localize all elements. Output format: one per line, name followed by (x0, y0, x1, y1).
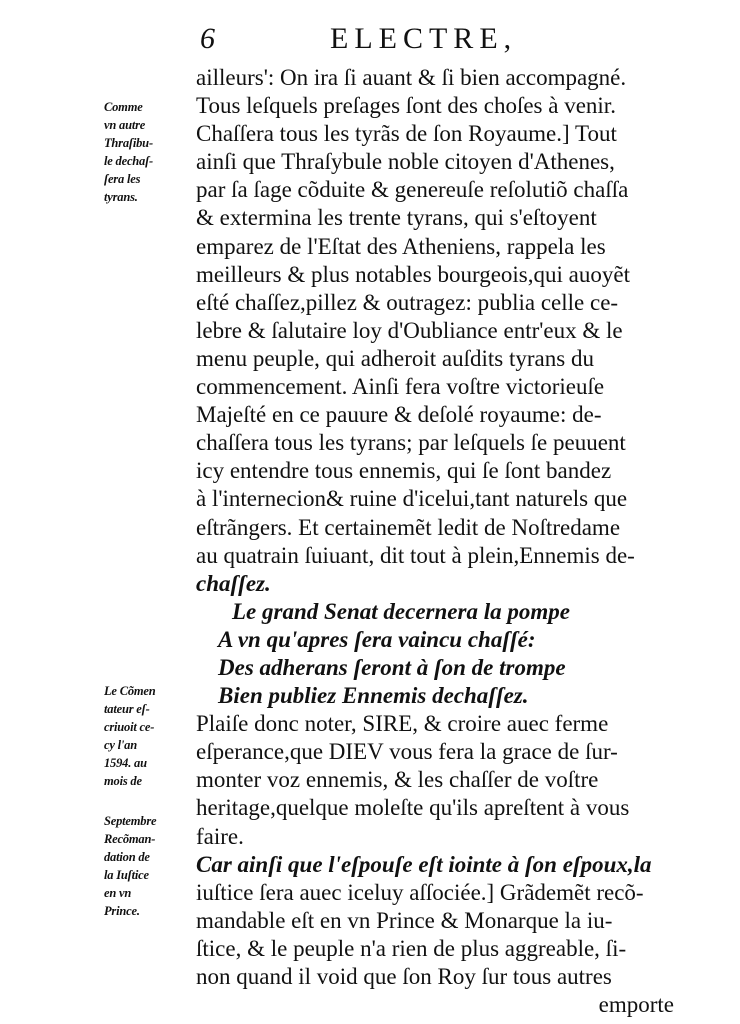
text-line: au quatrain ſuiuant, dit tout à plein,Ennemis de- (196, 542, 635, 568)
margin-note-line: en vn (104, 886, 132, 900)
running-title: ELECTRE, (330, 22, 518, 55)
margin-note-line: mois de (104, 774, 142, 788)
text-line: mandable eſt en vn Prince & Monarque la iu- (196, 907, 613, 933)
margin-note-line: dation de (104, 850, 150, 864)
margin-note-line: ſera les (104, 172, 141, 186)
text-line: emparez de l'Eſtat des Atheniens, rappela les (196, 233, 606, 259)
text-line: non quand il void que ſon Roy ſur tous autres (196, 964, 612, 989)
margin-note-line: Recõman- (104, 832, 156, 846)
text-line: faire. (196, 823, 244, 849)
margin-note-line: criuoit ce- (104, 720, 155, 734)
text-line: Chaſſera tous les tyrãs de ſon Royaume.] Tout (196, 121, 617, 147)
text-line: Tous leſquels preſages ſont des choſes à venir. (196, 93, 616, 119)
text-line: meilleurs & plus notables bourgeois,qui auoyẽt (196, 261, 630, 287)
text-line: emporte (598, 992, 674, 1018)
margin-note-line: tateur eſ- (104, 702, 150, 716)
margin-note-line: 1594. au (104, 756, 147, 770)
text-line: Car ainſi que l'eſpouſe eſt iointe à ſon eſpoux,la (196, 851, 652, 877)
text-line: chaſſera tous les tyrans; par leſquels ſe peuuent (196, 430, 626, 456)
text-line: heritage,quelque moleſte qu'ils apreſtent à vous (196, 795, 630, 821)
text-line: Majeſté en ce pauure & deſolé royaume: de- (196, 402, 602, 428)
text-line: chaſſez. (196, 570, 271, 596)
margin-note-line: Le Cõmen (104, 684, 156, 698)
margin-note-line: Comme (104, 100, 143, 114)
text-line: eſperance,que DIEV vous fera la grace de ſur- (196, 739, 618, 765)
quatrain-line: Des adherans ſeront à ſon de trompe (218, 654, 566, 680)
page-header (200, 22, 680, 62)
margin-note-justice (104, 812, 192, 920)
margin-note-line: vn autre (104, 118, 146, 132)
page-number: 6 (200, 22, 215, 55)
text-line: & extermina les trente tyrans, qui s'eſtoyent (196, 205, 597, 231)
text-line: à l'internecion& ruine d'icelui,tant naturels que (196, 486, 628, 512)
text-line: ainſi que Thraſybule noble citoyen d'Athenes, (196, 149, 615, 175)
text-line: monter voz ennemis, & les chaſſer de voſtre (196, 767, 599, 793)
margin-note-line: cy l'an (104, 738, 137, 752)
text-line: commencement. Ainſi fera voſtre victorieuſe (196, 374, 605, 400)
text-line: ſtice, & le peuple n'a rien de plus aggreable, ſi- (196, 935, 627, 961)
text-line: menu peuple, qui adheroit auſdits tyrans du (196, 345, 594, 371)
quatrain-line: A vn qu'apres ſera vaincu chaſſé: (218, 626, 536, 652)
text-line: ailleurs': On ira ſi auant & ſi bien accompagné. (196, 65, 627, 90)
text-line: eſté chaſſez,pillez & outragez: publia celle ce- (196, 289, 619, 315)
margin-note-line: Prince. (104, 904, 140, 918)
quatrain-line: Le grand Senat decernera la pompe (232, 598, 570, 624)
body-text (196, 64, 674, 1019)
text-line: Plaiſe donc noter, SIRE, & croire auec ferme (196, 711, 609, 737)
margin-note-line: la Iuſtice (104, 868, 149, 882)
text-line: par ſa ſage cõduite & genereuſe reſolutiõ chaſſa (196, 177, 629, 203)
margin-note-line: Septembre (104, 814, 157, 828)
text-line: eſtrãngers. Et certainemẽt ledit de Noſtredame (196, 514, 621, 540)
margin-note-thrasybule (104, 98, 192, 206)
margin-note-line: Thraſibu- (104, 136, 153, 150)
text-line: icy entendre tous ennemis, qui ſe ſont bandez (196, 458, 612, 484)
quatrain-line: Bien publiez Ennemis dechaſſez. (218, 683, 529, 709)
text-line: iuſtice ſera auec iceluy aſſociée.] Grãdemẽt recõ- (196, 879, 644, 905)
margin-note-line: le dechaſ- (104, 154, 154, 168)
margin-note-commentator (104, 682, 192, 790)
text-line: lebre & ſalutaire loy d'Oubliance entr'eux & le (196, 317, 623, 343)
margin-note-line: tyrans. (104, 190, 138, 204)
